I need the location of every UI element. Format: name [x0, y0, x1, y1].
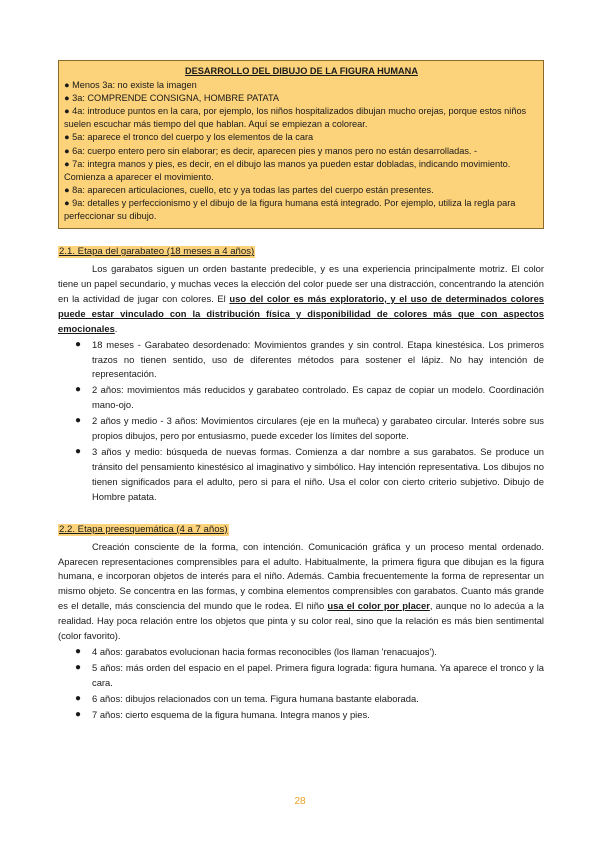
section-heading: 2.1. Etapa del garabateo (18 meses a 4 años) — [59, 246, 255, 258]
list-item — [58, 414, 544, 444]
box-line: ● 3a: COMPRENDE CONSIGNA, HOMBRE PATATA — [64, 93, 280, 104]
section-heading: 2.2. Etapa preesquemática (4 a 7 años) — [59, 523, 228, 535]
bullet-icon: ● — [75, 661, 82, 673]
paragraph-text-end: , aunque no lo adecúa a la realidad. Hay poca relación entre los objetos que pinta y su color real, sino que la relación es más bien sentimental (color favorito). — [58, 600, 544, 642]
list-item — [58, 445, 544, 505]
section-paragraph — [58, 262, 544, 337]
bullet-icon: ● — [75, 338, 82, 350]
bullet-icon: ● — [75, 384, 82, 396]
page-content — [58, 60, 544, 724]
list-item-text: 6 años: dibujos relacionados con un tema. Figura humana bastante elaborada. — [92, 692, 419, 704]
bullet-icon: ● — [75, 692, 82, 704]
list-item-text: 2 años y medio - 3 años: Movimientos circulares (eje en la muñeca) y garabateo circular. Interés sobre sus propios dibujos, pero por entusiasmo, puede exceder los límites del soporte. — [92, 415, 544, 442]
paragraph-emphasis: usa el color por placer — [327, 600, 430, 612]
section-garabateo — [58, 229, 544, 505]
list-item-text: 4 años: garabatos evolucionan hacia formas reconocibles (los llaman 'renacuajos'). — [92, 645, 437, 657]
paragraph-text: Los garabatos siguen un orden bastante predecible, y es una experiencia principalmente motriz. El color tiene un papel secundario, y muchas veces la elección del color puede ser una distracción, concentrando la atención en la actividad de jugar con colores. El — [58, 263, 544, 304]
page-number: 28 — [294, 796, 306, 807]
summary-box — [58, 60, 544, 229]
box-line: ● 9a: detalles y perfeccionismo y el dibujo de la figura humana está integrado. Por ejemplo, utiliza la regla para perfeccionar su dibujo. — [64, 197, 516, 222]
bullet-list — [58, 338, 544, 505]
list-item-text: 7 años: cierto esquema de la figura humana. Integra manos y pies. — [92, 708, 370, 720]
list-item — [58, 383, 544, 413]
box-line: ● 7a: integra manos y pies, es decir, en el dibujo las manos ya pueden estar dobladas, indicando movimiento. Comienza a aparecer el movimiento. — [64, 158, 511, 182]
list-item — [58, 708, 544, 723]
list-item — [58, 645, 544, 660]
bullet-icon: ● — [75, 645, 82, 657]
bullet-icon: ● — [75, 415, 82, 427]
section-preesquematica — [58, 506, 544, 723]
list-item-text: 5 años: más orden del espacio en el papel. Primera figura lograda: figura humana. Ya aparece el tronco y la cara. — [92, 661, 544, 688]
bullet-list — [58, 645, 544, 723]
box-line: ● 6a: cuerpo entero pero sin elaborar; es decir, aparecen pies y manos pero no están desarrolladas. - — [64, 145, 478, 156]
list-item — [58, 661, 544, 691]
list-item-text: 2 años: movimientos más reducidos y garabateo controlado. Es capaz de copiar un modelo. Coordinación mano-ojo. — [92, 384, 544, 411]
paragraph-text: Creación consciente de la forma, con intención. Comunicación gráfica y un proceso mental ordenado. Aparecen representaciones comprensibles para el adulto. Habitualmente, la primera figura que dibujan es la figura humana, e incorporan objetos de interés para el niño. Además. Cambia frecuentemente la forma de representar un mismo objeto. Se concentra en las formas, y combina elementos comprensibles con garabatos. Cuanto más grande es el detalle, más consciencia del mundo que le rodea. El niño — [58, 540, 544, 612]
box-line: ● Menos 3a: no existe la imagen — [64, 80, 197, 91]
box-line: ● 5a: aparece el tronco del cuerpo y los elementos de la cara — [64, 132, 314, 143]
bullet-icon: ● — [75, 708, 82, 720]
paragraph-text-end: . — [114, 322, 118, 334]
list-item — [58, 692, 544, 707]
section-paragraph — [58, 540, 544, 644]
list-item — [58, 338, 544, 383]
box-line: ● 8a: aparecen articulaciones, cuello, etc y ya todas las partes del cuerpo están presentes. — [64, 184, 434, 195]
list-item-text: 3 años y medio: búsqueda de nuevas formas. Comienza a dar nombre a sus garabatos. Se produce un tránsito del pensamiento kinestésico al imaginativo y simbólico. Hay intención representativa. Los dibujos no tienen significados para el adulto, pero si para el niño. Usa el color con cierto criterio subjetivo. Dibujo de Hombre patata. — [92, 446, 544, 502]
list-item-text: 18 meses - Garabateo desordenado: Movimientos grandes y sin control. Etapa kinestésica. Los primeros trazos no tienen sentido, uso de diferentes métodos para sostener el lápiz. No hay intención de representación. — [92, 338, 544, 380]
bullet-icon: ● — [75, 446, 82, 457]
box-line: ● 4a: introduce puntos en la cara, por ejemplo, los niños hospitalizados dibujan mucho orejas, porque estos niños suelen escuchar más tiempo del que hablan. Aquí se empiezan a colorear. — [64, 106, 527, 130]
box-title: DESARROLLO DEL DIBUJO DE LA FIGURA HUMANA — [185, 66, 418, 76]
paragraph-emphasis: uso del color es más exploratorio, y el uso de determinados colores puede estar vinculado con la distribución física y disponibilidad de colores más que con aspectos emocionales — [58, 292, 545, 334]
